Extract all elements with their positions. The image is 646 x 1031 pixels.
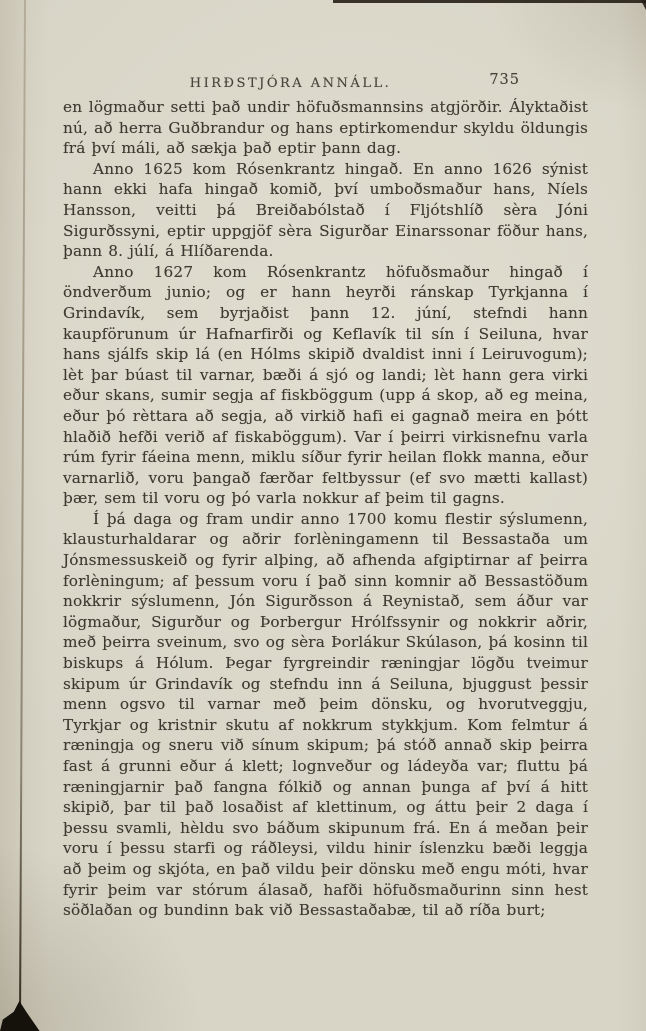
running-header: [63, 72, 588, 90]
scan-edge-shadow-top: [333, 0, 646, 3]
body-paragraph-anno-1700: Í þá daga og fram undir anno 1700 komu flestir sýslumenn, klausturhaldarar og aðrir forlèningamenn til Bessastaða um Jónsmessuskeið og fyrir alþing, að afhenda afgiptirnar af þeirra forlèningum; af þessum voru í það sinn komnir að Bessastöðum nokkrir sýslumenn, Jón Sigurðsson á Reynistað, sem áður var lögmaður, Sigurður og Þorbergur Hrólfssynir og nokkrir aðrir, með þeirra sveinum, svo og sèra Þorlákur Skúlason, þá kosinn til biskups á Hólum. Þegar fyrgreindir ræningjar lögðu tveimur skipum úr Grindavík og stefndu inn á Seiluna, bjuggust þessir menn ogsvo til varnar með þeim dönsku, og hvorutveggju, Tyrkjar og kristnir skutu af nokkrum stykkjum. Kom felmtur á ræningja og sneru við sínum skipum; þá stóð annað skip þeirra fast á grunni eður á klett; lognveður og ládeyða var; fluttu þá ræningjarnir það fangna fólkið og annan þunga af því á hitt skipið, þar til það losaðist af klettinum, og áttu þeir 2 daga í þessu svamli, hèldu svo báðum skipunum frá. En á meðan þeir voru í þessu starfi og ráðleysi, vildu hinir íslenzku bæði leggja að þeim og skjóta, en það vildu þeir dönsku með engu móti, hvar fyrir þeim var stórum álasað, hafði höfuðsmaðurinn sinn hest söðlaðan og bundinn bak við Bessastaðabæ, til að ríða burt;: [63, 509, 588, 920]
body-paragraph-continuation: en lögmaður setti það undir höfuðsmannsins atgjörðir. Ályktaðist nú, að herra Guðbrandur og hans eptirkomendur skyldu öldungis frá því máli, að sækja það eptir þann dag.: [63, 98, 588, 158]
body-paragraph-anno-1627: Anno 1627 kom Rósenkrantz höfuðsmaður hingað í öndverðum junio; og er hann heyrði ránskap Tyrkjanna í Grindavík, sem byrjaðist þann 12. júní, stefndi hann kaupförunum úr Hafnarfirði og Keflavík til sín í Seiluna, hvar hans sjálfs skip lá (en Hólms skipið dvaldist inni í Leiruvogum); lèt þar búast til varnar, bæði á sjó og landi; lèt hann gera virki eður skans, sumir segja af fiskböggum (upp á skop, að eg meina, eður þó rèttara að segja, að virkið hafi ei gagnað meira en þótt hlaðið hefði verið af fiskaböggum). Var í þeirri virkisnefnu varla rúm fyrir fáeina menn, miklu síður fyrir heilan flokk manna, eður varnarlið, voru þangað færðar feltbyssur (ef svo mætti kallast) þær, sem til voru og þó varla nokkur af þeim til gagns.: [63, 262, 588, 508]
page-number: 735: [489, 72, 520, 88]
binding-shadow-wedge: [0, 1001, 46, 1031]
page-gutter-crease: [19, 0, 26, 1031]
text-block: [63, 72, 588, 921]
running-title: HIRÐSTJÓRA ANNÁLL.: [189, 76, 392, 91]
body-paragraph-anno-1625: Anno 1625 kom Rósenkrantz hingað. En anno 1626 sýnist hann ekki hafa hingað komið, því umboðsmaður hans, Níels Hansson, veitti þá Breiðabólstað í Fljótshlíð sèra Jóni Sigurðssyni, eptir uppgjöf sèra Sigurðar Einarssonar föður hans, þann 8. júlí, á Hlíðarenda.: [63, 159, 588, 261]
